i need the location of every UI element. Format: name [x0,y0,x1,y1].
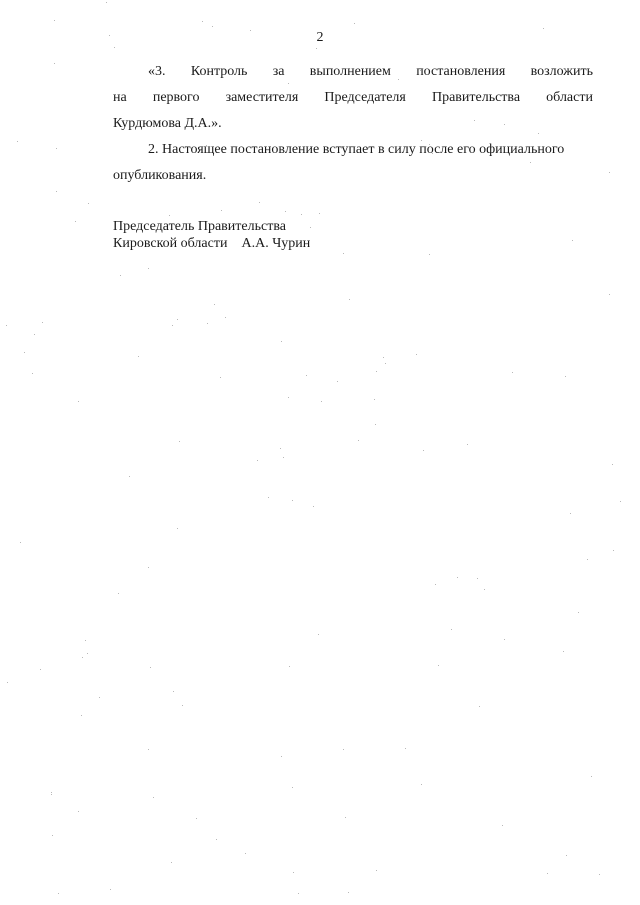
speck [416,354,417,355]
speck [169,215,170,216]
speck [512,372,513,373]
speck [177,319,178,320]
speck [138,356,139,357]
word: заместителя [225,90,299,105]
speck [572,240,573,241]
speck [613,550,614,551]
speck [118,593,119,594]
clause2-line2: опубликования. [113,168,207,183]
speck [58,893,59,894]
speck [281,341,282,342]
signature-title-line1: Председатель Правительства [113,219,286,234]
speck [479,706,480,707]
speck [283,457,284,458]
speck [82,657,83,658]
speck [259,202,260,203]
speck [319,213,320,214]
speck [405,748,406,749]
word: первого [152,90,200,105]
speck [609,294,610,295]
speck [245,853,246,854]
word: выполнением [309,64,391,79]
speck [565,376,566,377]
speck [467,444,468,445]
speck [148,567,149,568]
word: за [272,64,285,79]
speck [51,794,52,795]
speck [268,497,269,498]
speck [285,211,286,212]
speck [343,253,344,254]
speck [484,589,485,590]
speck [435,584,436,585]
speck [474,120,475,121]
speck [376,870,377,871]
speck [173,691,174,692]
speck [52,835,53,836]
speck [298,893,299,894]
speck [54,63,55,64]
signature-title-line2 [113,235,310,253]
speck [543,28,544,29]
speck [348,892,349,893]
word: Контроль [190,64,248,79]
speck [225,317,226,318]
speck [587,559,588,560]
speck [20,542,21,543]
speck [374,399,375,400]
signature-region: Кировской области [113,236,228,251]
speck [257,460,258,461]
speck [343,749,344,750]
speck [337,381,338,382]
speck [196,818,197,819]
speck [288,397,289,398]
speck [110,889,111,890]
speck [87,653,88,654]
speck [172,325,173,326]
word: Правительства [431,90,521,105]
speck [354,23,355,24]
speck [106,2,107,3]
speck [216,839,217,840]
speck [42,322,43,323]
word: возложить [530,64,593,79]
speck [376,371,377,372]
speck [313,506,314,507]
speck [177,528,178,529]
speck [578,612,579,613]
speck [570,513,571,514]
word: «3. [148,64,166,79]
speck [78,811,79,812]
speck [423,450,424,451]
speck [502,825,503,826]
speck [85,640,86,641]
speck [34,334,35,335]
word: постановления [416,64,506,79]
speck [148,749,149,750]
speck [292,500,293,501]
speck [620,501,621,502]
speck [171,862,172,863]
speck [99,697,100,698]
speck [451,629,452,630]
speck [129,476,130,477]
speck [563,651,564,652]
page-number: 2 [316,30,324,45]
speck [88,203,89,204]
speck [150,667,151,668]
word: Председателя [324,90,406,105]
speck [54,20,55,21]
clause2-line1: 2. Настоящее постановление вступает в силу после его официального [148,142,565,157]
speck [207,323,208,324]
speck [17,141,18,142]
speck [318,634,319,635]
speck [24,352,25,353]
speck [438,665,439,666]
speck [78,401,79,402]
speck [153,797,154,798]
speck [306,375,307,376]
speck [289,666,290,667]
speck [530,162,531,163]
speck [280,448,281,449]
speck [202,21,203,22]
speck [148,268,149,269]
speck [7,682,8,683]
speck [81,715,82,716]
speck [599,874,600,875]
speck [293,872,294,873]
speck [288,83,289,84]
speck [75,221,76,222]
speck [56,148,57,149]
speck [214,304,215,305]
clause3-line1 [148,63,593,81]
speck [504,639,505,640]
speck [220,377,221,378]
speck [358,440,359,441]
speck [349,299,350,300]
speck [383,357,384,358]
speck [6,325,7,326]
speck [316,48,317,49]
speck [547,873,548,874]
speck [429,254,430,255]
word: на [113,90,127,105]
speck [40,669,41,670]
clause3-line3: Курдюмова Д.А.». [113,116,222,131]
speck [51,792,52,793]
speck [281,756,282,757]
speck [375,424,376,425]
speck [212,26,213,27]
speck [120,275,121,276]
speck [385,363,386,364]
speck [56,191,57,192]
speck [345,817,346,818]
signature-name: А.А. Чурин [241,236,311,251]
speck [221,210,222,211]
word: области [546,90,593,105]
speck [321,401,322,402]
speck [612,464,613,465]
speck [457,577,458,578]
speck [591,776,592,777]
speck [114,47,115,48]
speck [32,373,33,374]
speck [538,133,539,134]
speck [292,787,293,788]
speck [421,784,422,785]
speck [182,705,183,706]
speck [566,855,567,856]
speck [504,124,505,125]
speck [609,172,610,173]
speck [477,578,478,579]
clause3-line2 [113,89,593,107]
speck [179,441,180,442]
speck [310,227,311,228]
speck [301,214,302,215]
